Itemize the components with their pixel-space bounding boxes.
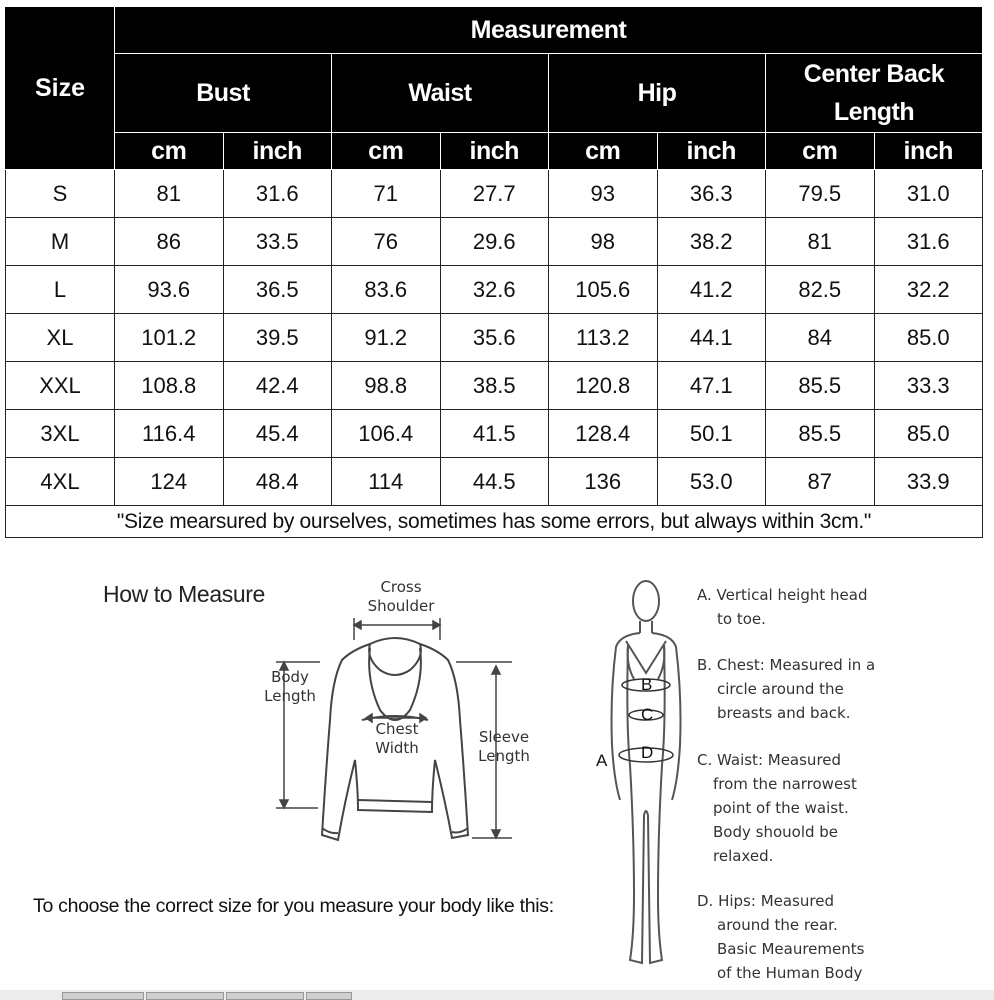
description-d-line: of the Human Body	[717, 964, 863, 982]
part-header-2: Hip	[549, 54, 766, 133]
description-b	[697, 653, 977, 725]
table-row	[6, 266, 983, 314]
value-cell: 108.8	[115, 362, 224, 410]
part-header-1: Waist	[332, 54, 549, 133]
value-cell: 93.6	[115, 266, 224, 314]
body-part-header-row	[6, 54, 983, 133]
value-cell: 71	[332, 170, 441, 218]
size-cell: S	[6, 170, 115, 218]
chest-width-label-line-2: Width	[375, 739, 419, 757]
unit-header-7: inch	[874, 133, 983, 170]
value-cell: 38.5	[440, 362, 549, 410]
strip-segment	[62, 992, 144, 1000]
value-cell: 27.7	[440, 170, 549, 218]
table-row	[6, 170, 983, 218]
value-cell: 91.2	[332, 314, 441, 362]
value-cell: 44.5	[440, 458, 549, 506]
value-cell: 84	[766, 314, 875, 362]
value-cell: 48.4	[223, 458, 332, 506]
table-row	[6, 458, 983, 506]
strip-segment	[146, 992, 224, 1000]
value-cell: 41.2	[657, 266, 766, 314]
cross-shoulder-label-line-2: Shoulder	[367, 597, 435, 615]
human-body-diagram	[590, 575, 700, 975]
value-cell: 106.4	[332, 410, 441, 458]
value-cell: 114	[332, 458, 441, 506]
value-cell: 113.2	[549, 314, 658, 362]
description-b-line: breasts and back.	[717, 704, 851, 722]
body-letter-d: D	[641, 743, 654, 762]
sleeve-length-label	[472, 728, 536, 766]
description-d-line: D. Hips: Measured	[697, 892, 834, 910]
value-cell: 93	[549, 170, 658, 218]
value-cell: 36.5	[223, 266, 332, 314]
body-length-label	[260, 668, 320, 706]
chest-width-label-line-1: Chest	[375, 720, 419, 738]
sleeve-length-label-line-2: Length	[478, 747, 530, 765]
body-letter-a: A	[596, 751, 608, 770]
value-cell: 105.6	[549, 266, 658, 314]
value-cell: 136	[549, 458, 658, 506]
value-cell: 36.3	[657, 170, 766, 218]
description-c-line: C. Waist: Measured	[697, 751, 842, 769]
size-chart-table	[5, 6, 983, 538]
value-cell: 41.5	[440, 410, 549, 458]
value-cell: 82.5	[766, 266, 875, 314]
size-cell: L	[6, 266, 115, 314]
value-cell: 33.3	[874, 362, 983, 410]
unit-header-row	[6, 133, 983, 170]
body-letter-c: C	[641, 705, 654, 724]
description-a-line: to toe.	[717, 610, 766, 628]
value-cell: 101.2	[115, 314, 224, 362]
value-cell: 85.0	[874, 410, 983, 458]
value-cell: 87	[766, 458, 875, 506]
unit-header-3: inch	[440, 133, 549, 170]
value-cell: 32.2	[874, 266, 983, 314]
unit-header-2: cm	[332, 133, 441, 170]
value-cell: 39.5	[223, 314, 332, 362]
sleeve-length-label-line-1: Sleeve	[478, 728, 530, 746]
description-c-line: from the narrowest	[713, 775, 857, 793]
description-b-line: circle around the	[717, 680, 844, 698]
value-cell: 31.6	[874, 218, 983, 266]
description-b-line: B. Chest: Measured in a	[697, 656, 876, 674]
body-letter-b: B	[641, 675, 653, 694]
description-d	[697, 889, 977, 985]
table-row	[6, 362, 983, 410]
description-a	[697, 583, 977, 631]
value-cell: 86	[115, 218, 224, 266]
value-cell: 53.0	[657, 458, 766, 506]
description-c-line: relaxed.	[713, 847, 774, 865]
value-cell: 81	[766, 218, 875, 266]
value-cell: 45.4	[223, 410, 332, 458]
description-d-line: around the rear.	[717, 916, 838, 934]
value-cell: 50.1	[657, 410, 766, 458]
table-row	[6, 410, 983, 458]
unit-header-6: cm	[766, 133, 875, 170]
part-header-3: Center Back Length	[766, 54, 983, 133]
table-row	[6, 218, 983, 266]
measurement-header: Measurement	[115, 7, 983, 54]
value-cell: 120.8	[549, 362, 658, 410]
chest-width-label	[367, 720, 427, 758]
description-c-line: Body shouold be	[713, 823, 839, 841]
value-cell: 98	[549, 218, 658, 266]
size-cell: 4XL	[6, 458, 115, 506]
value-cell: 32.6	[440, 266, 549, 314]
value-cell: 85.5	[766, 410, 875, 458]
size-header: Size	[6, 7, 115, 170]
bottom-scroll-strip	[0, 990, 994, 1000]
how-to-measure-title: How to Measure	[103, 581, 265, 607]
unit-header-5: inch	[657, 133, 766, 170]
value-cell: 33.9	[874, 458, 983, 506]
value-cell: 38.2	[657, 218, 766, 266]
size-cell: M	[6, 218, 115, 266]
unit-header-1: inch	[223, 133, 332, 170]
cross-shoulder-label-line-1: Cross	[380, 578, 422, 596]
table-row	[6, 314, 983, 362]
value-cell: 79.5	[766, 170, 875, 218]
unit-header-0: cm	[115, 133, 224, 170]
value-cell: 83.6	[332, 266, 441, 314]
value-cell: 29.6	[440, 218, 549, 266]
value-cell: 44.1	[657, 314, 766, 362]
value-cell: 35.6	[440, 314, 549, 362]
size-cell: XL	[6, 314, 115, 362]
description-a-line: A. Vertical height head	[697, 586, 868, 604]
body-length-label-line-1: Body	[271, 668, 309, 686]
strip-segment	[226, 992, 304, 1000]
value-cell: 124	[115, 458, 224, 506]
description-c-line: point of the waist.	[713, 799, 849, 817]
size-cell: XXL	[6, 362, 115, 410]
body-length-label-line-2: Length	[264, 687, 316, 705]
value-cell: 31.0	[874, 170, 983, 218]
description-d-line: Basic Meaurements	[717, 940, 865, 958]
description-c	[697, 748, 977, 868]
value-cell: 42.4	[223, 362, 332, 410]
size-cell: 3XL	[6, 410, 115, 458]
value-cell: 33.5	[223, 218, 332, 266]
cross-shoulder-label	[356, 578, 446, 616]
value-cell: 85.0	[874, 314, 983, 362]
unit-header-4: cm	[549, 133, 658, 170]
value-cell: 81	[115, 170, 224, 218]
instruction-text: To choose the correct size for you measure your body like this:	[33, 895, 554, 917]
value-cell: 116.4	[115, 410, 224, 458]
part-header-0: Bust	[115, 54, 332, 133]
value-cell: 47.1	[657, 362, 766, 410]
size-rows	[6, 170, 983, 506]
value-cell: 85.5	[766, 362, 875, 410]
measurement-note: "Size mearsured by ourselves, sometimes has some errors, but always within 3cm."	[6, 506, 983, 538]
strip-segment	[306, 992, 352, 1000]
value-cell: 76	[332, 218, 441, 266]
value-cell: 98.8	[332, 362, 441, 410]
value-cell: 31.6	[223, 170, 332, 218]
value-cell: 128.4	[549, 410, 658, 458]
